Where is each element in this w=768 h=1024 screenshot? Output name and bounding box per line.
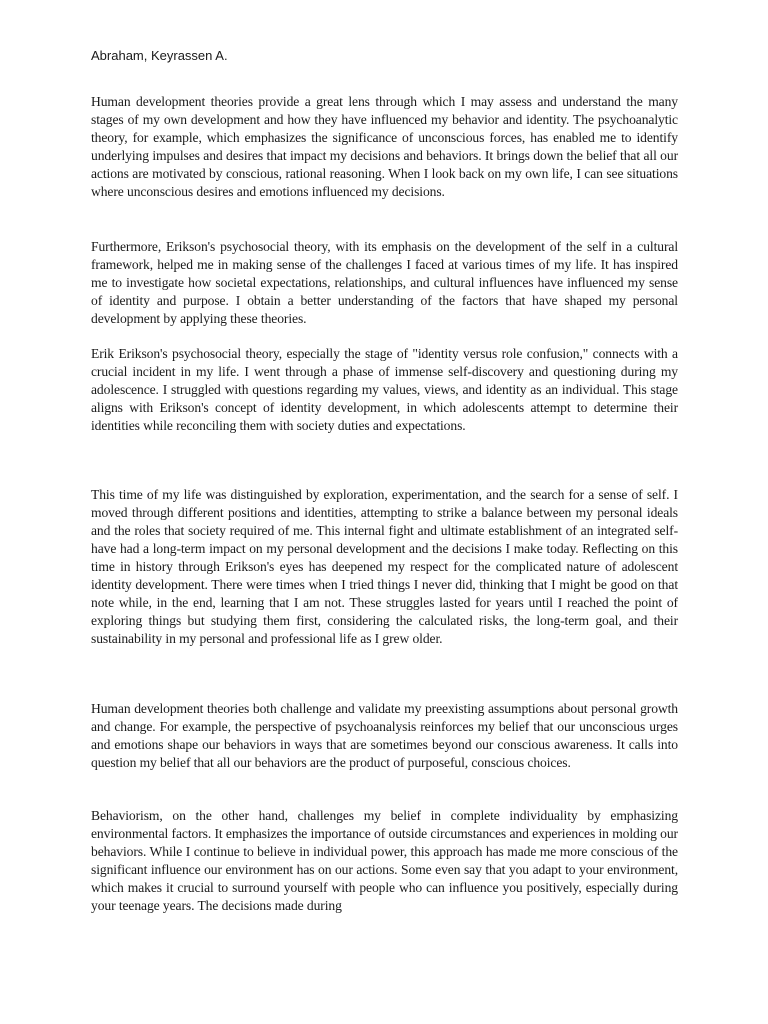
paragraph-2: Furthermore, Erikson's psychosocial theory, with its emphasis on the development of the self in a cultural framework, helped me in making sense of the challenges I faced at various times of my life. It has inspired me to investigate how societal expectations, relationships, and cultural influences have influenced my sense of identity and purpose. I obtain a better understanding of the factors that have shaped my personal development by applying these theories. <box>91 239 678 326</box>
author-name: Abraham, Keyrassen A. <box>91 48 228 63</box>
paragraph-1: Human development theories provide a great lens through which I may assess and understand the many stages of my own development and how they have influenced my behavior and identity. The psychoanalytic theory, for example, which emphasizes the significance of unconscious forces, has enabled me to identify underlying impulses and desires that impact my decisions and behaviors. It brings down the belief that all our actions are motivated by conscious, rational reasoning. When I look back on my own life, I can see situations where unconscious desires and emotions influenced my decisions. <box>91 94 678 199</box>
paragraph-6: Behaviorism, on the other hand, challenges my belief in complete individuality by emphasizing environmental factors. It emphasizes the importance of outside circumstances and experiences in molding our behaviors. While I continue to believe in individual power, this approach has made me more conscious of the significant influence our environment has on our actions. Some even say that you adapt to your environment, which makes it crucial to surround yourself with people who can influence you positively, especially during your teenage years. The decisions made during <box>91 808 678 913</box>
paragraph-3: Erik Erikson's psychosocial theory, especially the stage of "identity versus role confusion," connects with a crucial incident in my life. I went through a phase of immense self-discovery and questioning during my adolescence. I struggled with questions regarding my values, views, and identity as an individual. This stage aligns with Erikson's concept of identity development, in which adolescents attempt to determine their identities while reconciling them with society duties and expectations. <box>91 346 678 433</box>
paragraph-5: Human development theories both challenge and validate my preexisting assumptions about personal growth and change. For example, the perspective of psychoanalysis reinforces my belief that our unconscious urges and emotions shape our behaviors in ways that are sometimes beyond our conscious awareness. It calls into question my belief that all our behaviors are the product of purposeful, conscious choices. <box>91 701 678 770</box>
paragraph-4: This time of my life was distinguished by exploration, experimentation, and the search for a sense of self. I moved through different positions and identities, attempting to strike a balance between my personal ideals and the roles that society required of me. This internal fight and ultimate establishment of an integrated self-have had a long-term impact on my personal development and the decisions I make today. Reflecting on this time in history through Erikson's eyes has deepened my respect for the complicated nature of adolescent identity development. There were times when I tried things I never did, thinking that I might be good on that note while, in the end, learning that I am not. These struggles lasted for years until I reached the point of exploring things but studying them first, considering the calculated risks, the long-term goal, and their sustainability in my personal and professional life as I grew older. <box>91 487 678 646</box>
